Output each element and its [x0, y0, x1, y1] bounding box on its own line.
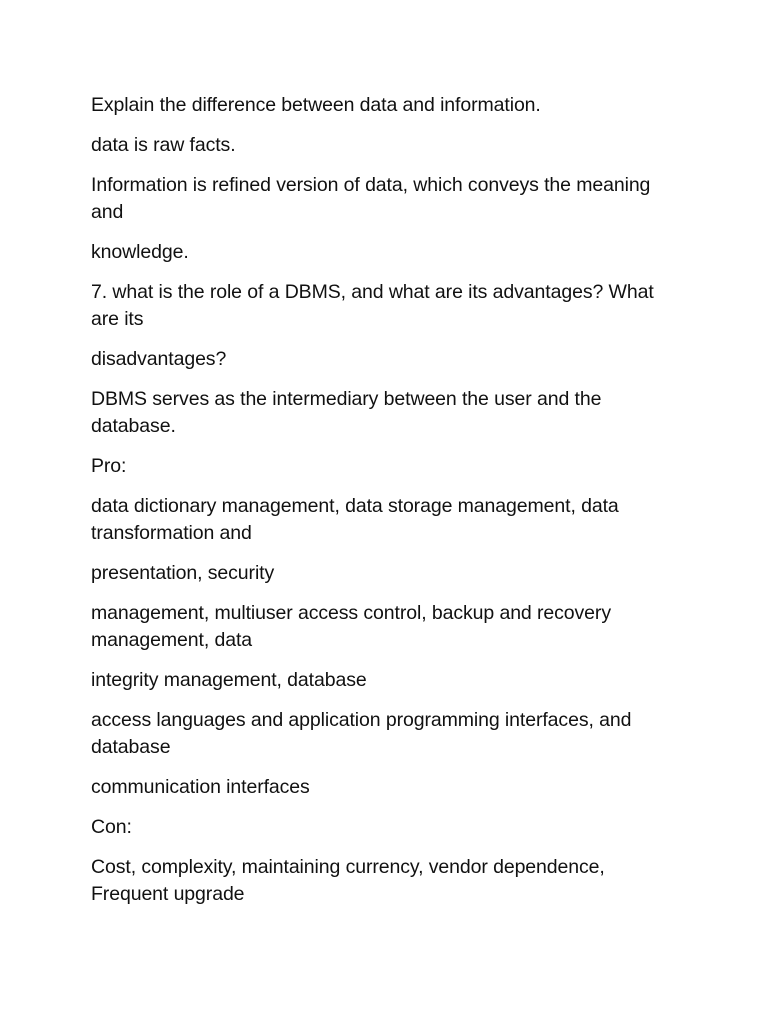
pros-item: data dictionary management, data storage management, data transformation and: [91, 495, 619, 544]
pros-item: integrity management, database: [91, 669, 367, 691]
answer-dbms-role: DBMS serves as the intermediary between the user and the database.: [91, 388, 602, 437]
pros-item: access languages and application programming interfaces, and database: [91, 709, 632, 758]
cons-heading: Con:: [91, 816, 132, 838]
question-heading: Explain the difference between data and information.: [91, 94, 541, 116]
cons-item: Cost, complexity, maintaining currency, vendor dependence, Frequent upgrade: [91, 856, 605, 905]
question-dbms-role-continued: disadvantages?: [91, 348, 227, 370]
pros-item: presentation, security: [91, 562, 275, 584]
answer-data-definition: data is raw facts.: [91, 134, 236, 156]
answer-information-continued: knowledge.: [91, 241, 189, 263]
pros-item: management, multiuser access control, backup and recovery management, data: [91, 602, 611, 651]
answer-information-definition: Information is refined version of data, which conveys the meaning and: [91, 174, 651, 223]
pros-item: communication interfaces: [91, 776, 310, 798]
question-dbms-role: 7. what is the role of a DBMS, and what are its advantages? What are its: [91, 281, 654, 330]
pros-heading: Pro:: [91, 455, 127, 477]
document-body: [91, 92, 691, 921]
